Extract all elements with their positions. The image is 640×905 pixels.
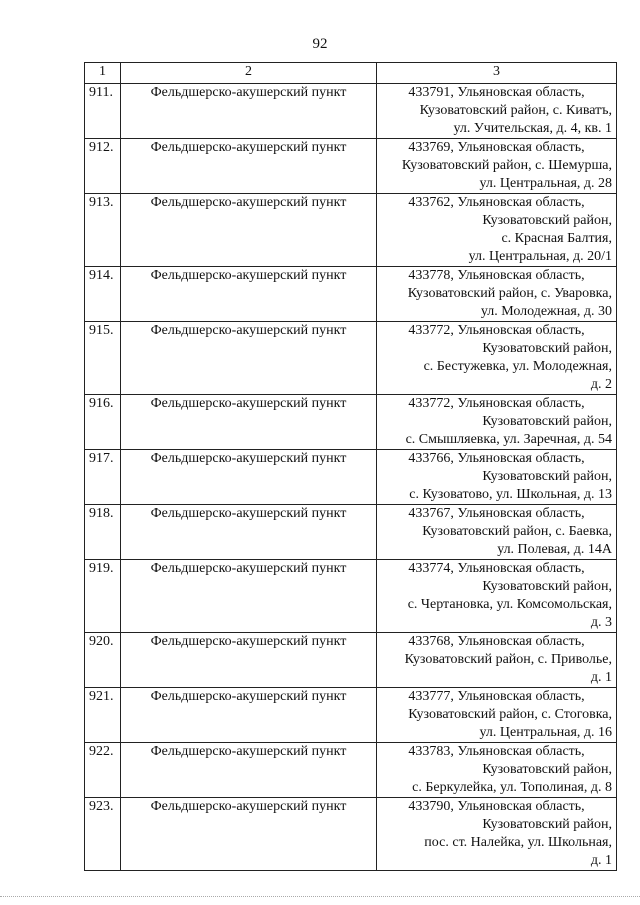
address-line: Кузоватовский район, (482, 341, 612, 356)
facility-address (377, 194, 617, 267)
address-line: ул. Центральная, д. 16 (479, 725, 612, 740)
address-line: 433762, Ульяновская область, (408, 195, 585, 210)
address-line: Кузоватовский район, (482, 762, 612, 777)
facility-address (377, 798, 617, 871)
address-line: Кузоватовский район, с. Баевка, (422, 524, 612, 539)
facility-address (377, 633, 617, 688)
address-line: 433769, Ульяновская область, (408, 140, 585, 155)
facility-address (377, 450, 617, 505)
row-number: 915. (85, 322, 121, 395)
address-line: Кузоватовский район, с. Стоговка, (408, 707, 612, 722)
facility-address (377, 395, 617, 450)
row-number: 913. (85, 194, 121, 267)
page-bottom-edge (0, 896, 640, 897)
address-line: 433772, Ульяновская область, (408, 396, 585, 411)
address-line: Кузоватовский район, с. Уваровка, (407, 286, 612, 301)
row-number: 922. (85, 743, 121, 798)
facility-name: Фельдшерско-акушерский пункт (121, 688, 377, 743)
table-row (85, 267, 617, 322)
row-number: 914. (85, 267, 121, 322)
facility-name: Фельдшерско-акушерский пункт (121, 743, 377, 798)
facility-address (377, 505, 617, 560)
facility-name: Фельдшерско-акушерский пункт (121, 505, 377, 560)
page-number: 92 (312, 36, 328, 52)
facility-name: Фельдшерско-акушерский пункт (121, 450, 377, 505)
row-number: 921. (85, 688, 121, 743)
facility-address (377, 560, 617, 633)
table-row (85, 322, 617, 395)
address-line: пос. ст. Налейка, ул. Школьная, (424, 835, 612, 850)
table-row (85, 633, 617, 688)
row-number: 918. (85, 505, 121, 560)
row-number: 916. (85, 395, 121, 450)
table-row (85, 84, 617, 139)
row-number: 920. (85, 633, 121, 688)
column-header-2: 2 (121, 63, 377, 84)
facility-name: Фельдшерско-акушерский пункт (121, 322, 377, 395)
facility-address (377, 688, 617, 743)
row-number: 917. (85, 450, 121, 505)
address-line: 433783, Ульяновская область, (408, 744, 585, 759)
address-line: д. 1 (590, 853, 612, 868)
facility-name: Фельдшерско-акушерский пункт (121, 84, 377, 139)
address-line: 433766, Ульяновская область, (408, 451, 585, 466)
facility-address (377, 322, 617, 395)
facility-name: Фельдшерско-акушерский пункт (121, 267, 377, 322)
address-line: д. 3 (590, 615, 612, 630)
table-row (85, 450, 617, 505)
table-row (85, 798, 617, 871)
column-header-3: 3 (377, 63, 617, 84)
facility-name: Фельдшерско-акушерский пункт (121, 633, 377, 688)
table-row (85, 139, 617, 194)
address-line: с. Бестужевка, ул. Молодежная, (423, 359, 612, 374)
address-line: Кузоватовский район, с. Киватъ, (419, 103, 612, 118)
address-line: ул. Центральная, д. 20/1 (468, 249, 612, 264)
address-line: Кузоватовский район, (482, 213, 612, 228)
table-body (85, 84, 617, 871)
address-line: Кузоватовский район, с. Шемурша, (401, 158, 612, 173)
row-number: 923. (85, 798, 121, 871)
address-line: ул. Центральная, д. 28 (479, 176, 612, 191)
facility-address (377, 267, 617, 322)
table-row (85, 560, 617, 633)
address-line: 433768, Ульяновская область, (408, 634, 585, 649)
address-line: Кузоватовский район, (482, 817, 612, 832)
table-row (85, 395, 617, 450)
address-line: 433767, Ульяновская область, (408, 506, 585, 521)
address-line: 433791, Ульяновская область, (408, 85, 585, 100)
address-line: Кузоватовский район, (482, 414, 612, 429)
address-line: ул. Учительская, д. 4, кв. 1 (453, 121, 612, 136)
address-line: 433777, Ульяновская область, (408, 689, 585, 704)
address-line: д. 1 (590, 670, 612, 685)
table-row (85, 505, 617, 560)
row-number: 912. (85, 139, 121, 194)
address-line: ул. Молодежная, д. 30 (480, 304, 612, 319)
facility-name: Фельдшерско-акушерский пункт (121, 194, 377, 267)
address-line: с. Красная Балтия, (501, 231, 612, 246)
address-line: с. Смышляевка, ул. Заречная, д. 54 (405, 432, 612, 447)
registry-table (84, 62, 617, 871)
facility-name: Фельдшерско-акушерский пункт (121, 798, 377, 871)
facility-address (377, 139, 617, 194)
table-row (85, 688, 617, 743)
column-header-1: 1 (85, 63, 121, 84)
address-line: Кузоватовский район, (482, 469, 612, 484)
row-number: 911. (85, 84, 121, 139)
address-line: 433778, Ульяновская область, (408, 268, 585, 283)
address-line: ул. Полевая, д. 14А (497, 542, 612, 557)
address-line: д. 2 (590, 377, 612, 392)
address-line: 433772, Ульяновская область, (408, 323, 585, 338)
address-line: Кузоватовский район, с. Приволье, (404, 652, 612, 667)
facility-address (377, 743, 617, 798)
address-line: Кузоватовский район, (482, 579, 612, 594)
facility-name: Фельдшерско-акушерский пункт (121, 139, 377, 194)
facility-address (377, 84, 617, 139)
address-line: 433790, Ульяновская область, (408, 799, 585, 814)
address-line: с. Кузоватово, ул. Школьная, д. 13 (409, 487, 612, 502)
facility-name: Фельдшерско-акушерский пункт (121, 395, 377, 450)
facility-name: Фельдшерско-акушерский пункт (121, 560, 377, 633)
address-line: 433774, Ульяновская область, (408, 561, 585, 576)
table-row (85, 194, 617, 267)
table-row (85, 743, 617, 798)
address-line: с. Беркулейка, ул. Тополиная, д. 8 (412, 780, 612, 795)
row-number: 919. (85, 560, 121, 633)
address-line: с. Чертановка, ул. Комсомольская, (407, 597, 612, 612)
table-header-row (85, 63, 617, 84)
